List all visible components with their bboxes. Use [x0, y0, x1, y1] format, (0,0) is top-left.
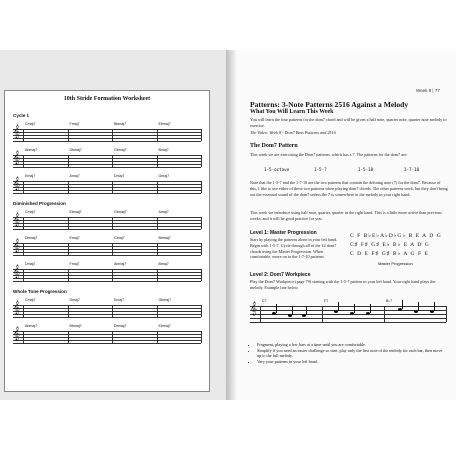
treble-clef-icon: 𝄞: [13, 238, 21, 252]
chord-symbol: Dmaj7: [69, 298, 80, 302]
week-paragraph: This week we introduce using half note, quarter, quarter in the right hand. This is a little more active than previous weeks, and it will be good practice for you.: [250, 210, 442, 221]
barline: [68, 269, 69, 281]
music-example: [250, 299, 446, 324]
worksheet: [4, 90, 210, 392]
chord-symbol: Bmaj7: [158, 148, 169, 152]
chord-symbol: Emaj7: [114, 298, 125, 302]
barline: [112, 217, 113, 229]
barline: [157, 243, 158, 255]
barline: [201, 269, 202, 281]
chord-symbol: B♭7: [386, 299, 393, 303]
note-stem: [354, 304, 355, 313]
treble-clef-icon: 𝄞: [13, 264, 21, 278]
barline: [201, 331, 202, 343]
right-page: [236, 50, 456, 400]
staff-line: [13, 334, 201, 335]
staff-line: [13, 190, 201, 191]
treble-clef-icon: 𝄞: [13, 300, 21, 314]
staff-line: [13, 275, 201, 276]
barline: [68, 305, 69, 317]
chord-symbol: Abmaj7: [114, 262, 127, 266]
list-item: • Fragment, playing a few bars at a time until you are comfortable.: [257, 342, 447, 348]
chord-symbol: Cmaj7: [25, 298, 36, 302]
staff-line: [13, 223, 201, 224]
section-whole-tone: Whole Tone Progression: [13, 289, 67, 294]
barline: [157, 305, 158, 317]
barline: [68, 243, 69, 255]
video-ref: The Video: Week 8 - Dom7 Bass Patterns and 2516: [250, 130, 336, 135]
staff-line: [13, 281, 201, 282]
grid-caption: Master Progression: [378, 261, 413, 266]
staff-line: [13, 141, 201, 142]
barline: [112, 155, 113, 167]
barline: [112, 181, 113, 193]
barline: [446, 306, 447, 322]
staff-line: [13, 193, 201, 194]
staff-line: [13, 181, 201, 182]
staff-line: [13, 246, 201, 247]
barline: [157, 217, 158, 229]
chord-symbol: Ebmaj7: [158, 324, 171, 328]
barline: [157, 331, 158, 343]
barline: [201, 155, 202, 167]
staff-line: [13, 158, 201, 159]
staff-line: [13, 135, 201, 136]
staff-line: [250, 322, 446, 323]
staff-line: [13, 184, 201, 185]
note-stem: [418, 302, 419, 311]
chord-symbol: Dbmaj7: [69, 148, 82, 152]
staff-line: [13, 138, 201, 139]
chord-symbol: Amaj7: [158, 210, 169, 214]
staff-line: [13, 331, 201, 332]
barline: [68, 155, 69, 167]
barline: [157, 269, 158, 281]
staff-line: [13, 187, 201, 188]
staff-line: [13, 132, 201, 133]
chord-symbol: Gbmaj7: [158, 298, 172, 302]
chord-symbol: Abmaj7: [25, 148, 38, 152]
barline: [112, 331, 113, 343]
staff-line: [13, 337, 201, 338]
left-page: [0, 50, 226, 400]
barline: [157, 181, 158, 193]
list-item: • Simplify if you need an easier challenge so start, play only the first note of the melody for each bar, then move up to the full melody.: [257, 348, 447, 359]
barline: [23, 243, 24, 255]
barline: [201, 217, 202, 229]
staff-line: [250, 314, 446, 315]
chord-symbol: Amaj7: [69, 174, 80, 178]
master-progression-grid: [350, 232, 450, 259]
barline: [201, 243, 202, 255]
staff-line: [13, 229, 201, 230]
pattern-2: 1-5-7: [314, 167, 327, 172]
note-stem: [338, 302, 339, 311]
barline: [68, 181, 69, 193]
staff-row: [13, 122, 201, 141]
treble-clef-icon: 𝄞: [13, 150, 21, 164]
page-subtitle: What You Will Learn This Week: [250, 109, 334, 115]
staff-line: [13, 305, 201, 306]
chord-symbol: Gmaj7: [158, 174, 170, 178]
staff-line: [13, 314, 201, 315]
level2-text: Play the Dom7 Workpiece (page 79) starting with the 1-5-7 pattern in your left hand. Your right hand plays the melody. Example line below.: [250, 279, 436, 290]
staff-line: [13, 226, 201, 227]
staff-line: [13, 249, 201, 250]
pattern-4: 1-7-10: [404, 167, 420, 172]
staff-line: [13, 161, 201, 162]
staff-line: [13, 129, 201, 130]
staff-row: [13, 174, 201, 193]
staff-line: [13, 308, 201, 309]
section-diminished: Diminished Progression: [13, 201, 66, 206]
worksheet-title: 10th Stride Formation Worksheet: [63, 96, 151, 102]
chord-symbol: Cmaj7: [25, 122, 36, 126]
level1-text: Start by playing the patterns alone in your left hand. Begin with 1-5-7. Cycle through all of the 12 dom7 chords using the Master Progression. When comfortable, move on to the 1-7-10 patterns.: [250, 237, 338, 260]
chord-symbol: Dmaj7: [114, 174, 125, 178]
staff-row: [13, 324, 201, 343]
barline: [112, 243, 113, 255]
staff-line: [13, 278, 201, 279]
pattern-3: 1-5-10: [358, 167, 374, 172]
chord-symbol: Gbmaj7: [114, 148, 127, 152]
page-header: Week 8 | 77: [416, 88, 440, 93]
barline: [157, 155, 158, 167]
barline: [384, 306, 385, 322]
chord-symbol: Bbmaj7: [69, 324, 82, 328]
chord-symbol: Dbmaj7: [114, 324, 127, 328]
staff-line: [13, 217, 201, 218]
treble-clef-icon: 𝄞: [13, 176, 21, 190]
barline: [201, 129, 202, 141]
chord-symbol: Cmaj7: [25, 210, 36, 214]
staff-row: [13, 148, 201, 167]
chord-symbol: Bbmaj7: [158, 236, 171, 240]
staff-row: [13, 236, 201, 255]
barline: [201, 305, 202, 317]
chord-symbol: Gmaj7: [114, 236, 125, 240]
chord-symbol: C7: [262, 299, 267, 303]
chord-symbol: F7: [324, 299, 329, 303]
staff-line: [13, 252, 201, 253]
chord-symbol: Emaj7: [69, 236, 80, 240]
chord-symbol: Abmaj7: [25, 324, 38, 328]
staff-row: [13, 210, 201, 229]
treble-clef-icon: 𝄞: [13, 124, 21, 138]
staff-line: [250, 318, 446, 319]
note-stem: [434, 302, 435, 311]
staff-row: [13, 262, 201, 281]
dom7-text: This week we are exercising the Dom7 patterns, which has a 7. The patterns for the dom7 are:: [250, 152, 408, 157]
barline: [23, 217, 24, 229]
barline: [23, 181, 24, 193]
list-item: • Vary your patterns in your left hand.: [257, 359, 447, 365]
staff-line: [13, 343, 201, 344]
tips-list: [250, 342, 447, 364]
staff-line: [13, 272, 201, 273]
barline: [260, 306, 261, 322]
note-stem: [370, 304, 371, 313]
section-cycle-1: Cycle 1: [13, 113, 30, 118]
barline: [322, 306, 323, 322]
staff-line: [13, 167, 201, 168]
chord-symbol: Dmaj7: [25, 262, 36, 266]
dom7-heading: The Dom7 Pattern: [250, 143, 298, 149]
staff-line: [13, 255, 201, 256]
chord-symbol: Bbmaj7: [114, 122, 127, 126]
intro-text: You will learn the four patterns for the dom7 chord and will be given a half note, quarter note, quarter note melody to exercise.: [250, 117, 447, 128]
barline: [23, 155, 24, 167]
barline: [23, 269, 24, 281]
chord-symbol: Gbmaj7: [114, 210, 127, 214]
staff-line: [13, 220, 201, 221]
staff-line: [13, 155, 201, 156]
note-stem: [292, 306, 293, 315]
staff-row: [13, 298, 201, 317]
barline: [23, 305, 24, 317]
pattern-1: 1-5-octave: [264, 167, 290, 172]
note-stem: [276, 304, 277, 313]
barline: [201, 181, 202, 193]
barline: [157, 129, 158, 141]
chord-symbol: Ebmaj7: [69, 210, 82, 214]
treble-clef-icon: 𝄞: [13, 212, 21, 226]
chord-symbol: Bmaj7: [158, 262, 169, 266]
barline: [23, 331, 24, 343]
staff-line: [13, 311, 201, 312]
chord-symbol: Fmaj7: [69, 122, 80, 126]
treble-clef-icon: 𝄞: [13, 326, 21, 340]
treble-clef-icon: 𝄞: [250, 301, 258, 315]
book-spread: [0, 50, 456, 400]
staff-line: [13, 340, 201, 341]
barline: [112, 269, 113, 281]
barline: [23, 129, 24, 141]
chord-symbol: Emaj7: [25, 174, 36, 178]
note-stem: [306, 306, 307, 315]
grid-row: C F B♭E♭A♭D♭G♭ B E A D G: [350, 233, 442, 239]
staff-line: [13, 317, 201, 318]
barline: [68, 129, 69, 141]
staff-line: [13, 164, 201, 165]
chord-symbol: Dbmaj7: [25, 236, 38, 240]
level2-heading: Level 2: Dom7 Workpiece: [250, 272, 311, 278]
staff-line: [13, 243, 201, 244]
barline: [112, 129, 113, 141]
staff-line: [13, 269, 201, 270]
level1-heading: Level 1: Master Progression: [250, 230, 317, 236]
page-title: Patterns: 3-Note Patterns 2516 Against a Melody: [250, 100, 409, 109]
chord-symbol: Fmaj7: [69, 262, 80, 266]
barline: [112, 305, 113, 317]
chord-symbol: Ebmaj7: [158, 122, 171, 126]
grid-row: C D E F♯ G♯ B♭ A G F E: [350, 251, 429, 257]
book-gutter: [226, 50, 236, 400]
barline: [68, 331, 69, 343]
note-stem: [402, 300, 403, 309]
grid-row: C♯ F♯ G♯ E♭ B♭ E A D G: [350, 242, 430, 248]
note-paragraph: Note that the 1-5-7 and the 1-7-10 are the two patterns that contain the defining note (7) for the dom7. Because of this, I like to use either of these two patterns when playing dom7 chords. The other patterns work, but they don't bring out the essential sound of the dom7 unless the 7 is somewhere in the melody in your right hand.: [250, 180, 448, 197]
barline: [68, 217, 69, 229]
